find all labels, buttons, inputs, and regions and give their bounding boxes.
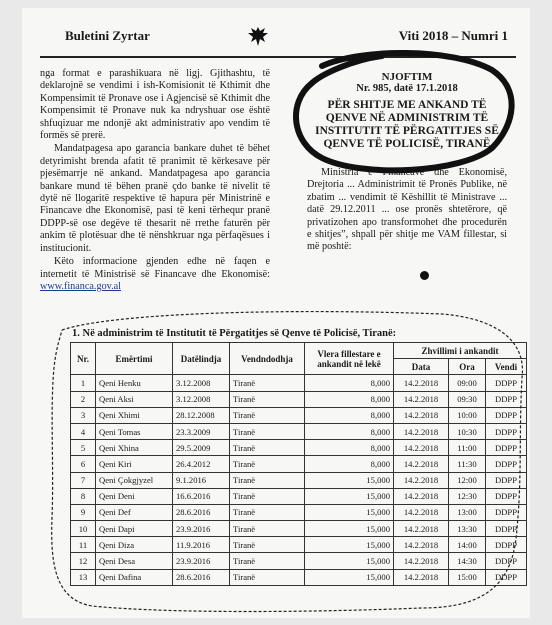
cell-date: 14.2.2018 (394, 553, 449, 569)
table-row (71, 537, 527, 553)
cell-name: Qeni Xhimi (96, 407, 173, 423)
cell-nr: 4 (71, 423, 96, 439)
cell-place: DDPP (486, 472, 527, 488)
cell-date: 14.2.2018 (394, 391, 449, 407)
cell-location: Tiranë (230, 488, 305, 504)
cell-name: Qeni Aksi (96, 391, 173, 407)
cell-location: Tiranë (230, 391, 305, 407)
cell-nr: 11 (71, 537, 96, 553)
cell-time: 10:30 (449, 423, 486, 439)
cell-place: DDPP (486, 488, 527, 504)
issue-label: Viti 2018 – Numri 1 (398, 28, 508, 43)
cell-date: 14.2.2018 (394, 521, 449, 537)
cell-date: 14.2.2018 (394, 375, 449, 391)
ministry-link[interactable]: www.financa.gov.al (40, 280, 121, 292)
cell-nr: 10 (71, 521, 96, 537)
paragraph: nga format e parashikuara në ligj. Gjithashtu, të deklarojnë se vendimi i ish-Komisionit të Kthimit dhe Kompensimit të Pronave ose i Agjencisë së Kthimit dhe Kompensimit të Pronave nuk ka ndryshuar ose është shfuqizuar me ndonjë akt administrativ apo vendim të formës së prerë. (40, 68, 270, 142)
cell-value: 8,000 (305, 456, 394, 472)
cell-nr: 6 (71, 456, 96, 472)
cell-nr: 5 (71, 440, 96, 456)
cell-name: Qeni Dapi (96, 521, 173, 537)
cell-place: DDPP (486, 521, 527, 537)
cell-location: Tiranë (230, 569, 305, 585)
cell-date: 14.2.2018 (394, 423, 449, 439)
cell-time: 15:00 (449, 569, 486, 585)
cell-place: DDPP (486, 375, 527, 391)
bulletin-title: Buletini Zyrtar (65, 28, 150, 43)
col-auction: Zhvillimi i ankandit (394, 343, 527, 359)
document-page (22, 8, 530, 618)
cell-dob: 11.9.2016 (173, 537, 230, 553)
cell-nr: 2 (71, 391, 96, 407)
notice-heading (307, 71, 507, 151)
cell-value: 15,000 (305, 537, 394, 553)
cell-place: DDPP (486, 537, 527, 553)
double-headed-eagle-icon (247, 24, 269, 48)
cell-name: Qeni Desa (96, 553, 173, 569)
cell-place: DDPP (486, 423, 527, 439)
cell-location: Tiranë (230, 423, 305, 439)
col-name: Emërtimi (96, 343, 173, 375)
cell-date: 14.2.2018 (394, 504, 449, 520)
cell-dob: 28.6.2016 (173, 504, 230, 520)
notice-number: Nr. 985, datë 17.1.2018 (356, 83, 458, 94)
cell-date: 14.2.2018 (394, 407, 449, 423)
cell-value: 15,000 (305, 504, 394, 520)
cell-location: Tiranë (230, 472, 305, 488)
col-location: Vendndodhja (230, 343, 305, 375)
table-row (71, 440, 527, 456)
notice-title: NJOFTIM (381, 71, 433, 83)
cell-location: Tiranë (230, 521, 305, 537)
cell-location: Tiranë (230, 504, 305, 520)
cell-location: Tiranë (230, 456, 305, 472)
cell-time: 12:30 (449, 488, 486, 504)
page-header (40, 24, 516, 54)
cell-value: 15,000 (305, 521, 394, 537)
cell-dob: 23.3.2009 (173, 423, 230, 439)
cell-name: Qeni Deni (96, 488, 173, 504)
table-row (71, 456, 527, 472)
auction-table (70, 342, 527, 586)
cell-value: 8,000 (305, 407, 394, 423)
cell-dob: 26.4.2012 (173, 456, 230, 472)
cell-nr: 13 (71, 569, 96, 585)
cell-dob: 28.12.2008 (173, 407, 230, 423)
cell-location: Tiranë (230, 553, 305, 569)
cell-dob: 23.9.2016 (173, 521, 230, 537)
cell-value: 8,000 (305, 423, 394, 439)
cell-value: 15,000 (305, 472, 394, 488)
cell-dob: 3.12.2008 (173, 375, 230, 391)
cell-name: Qeni Çokgjyzel (96, 472, 173, 488)
cell-name: Qeni Dafina (96, 569, 173, 585)
cell-dob: 9.1.2016 (173, 472, 230, 488)
ink-dot (420, 271, 429, 280)
cell-dob: 16.6.2016 (173, 488, 230, 504)
table-title: 1. Në administrim të Institutit të Përgatitjes së Qenve të Policisë, Tiranë: (72, 328, 397, 339)
cell-name: Qeni Xhina (96, 440, 173, 456)
cell-name: Qeni Kiri (96, 456, 173, 472)
cell-place: DDPP (486, 553, 527, 569)
cell-time: 14:00 (449, 537, 486, 553)
table-row (71, 407, 527, 423)
paragraph: Këto informacione gjenden edhe në faqen e internetit të Ministrisë së Financave dhe Ekonomisë: www.financa.gov.al (40, 256, 270, 292)
cell-nr: 7 (71, 472, 96, 488)
col-value: Vlera fillestare e ankandit në lekë (305, 343, 394, 375)
cell-location: Tiranë (230, 375, 305, 391)
cell-location: Tiranë (230, 407, 305, 423)
header-rule (40, 56, 516, 58)
cell-dob: 3.12.2008 (173, 391, 230, 407)
cell-nr: 9 (71, 504, 96, 520)
cell-dob: 28.6.2016 (173, 569, 230, 585)
cell-place: DDPP (486, 440, 527, 456)
cell-name: Qeni Def (96, 504, 173, 520)
cell-date: 14.2.2018 (394, 569, 449, 585)
table-row (71, 569, 527, 585)
cell-time: 11:00 (449, 440, 486, 456)
col-nr: Nr. (71, 343, 96, 375)
cell-place: DDPP (486, 569, 527, 585)
cell-time: 14:30 (449, 553, 486, 569)
cell-value: 15,000 (305, 488, 394, 504)
cell-name: Qeni Tomas (96, 423, 173, 439)
cell-name: Qeni Henku (96, 375, 173, 391)
notice-subject: PËR SHITJE ME ANKAND TË QENVE NË ADMINISTRIM TË INSTITUTIT TË PËRGATITJES SË QENVE TË POLICISË, TIRANË (315, 99, 499, 150)
notice-body (307, 167, 507, 254)
cell-date: 14.2.2018 (394, 456, 449, 472)
notice-paragraph: Ministria e Financave dhe Ekonomisë, Drejtoria ... Administrimit të Pronës Publike, në zbatim ... vendimit të Këshillit të Ministrave ... datë 29.12.2011 ... ose pronës shtetërore, që privatizohen apo transformohet dhe procedurën e shitjes”, shpall për shitje me VAM fillestar, si më poshtë: (307, 167, 507, 253)
left-column (40, 68, 270, 294)
cell-date: 14.2.2018 (394, 472, 449, 488)
cell-date: 14.2.2018 (394, 440, 449, 456)
table-row (71, 423, 527, 439)
cell-nr: 1 (71, 375, 96, 391)
cell-name: Qeni Diza (96, 537, 173, 553)
cell-location: Tiranë (230, 537, 305, 553)
col-place: Vendi (486, 359, 527, 375)
cell-time: 13:00 (449, 504, 486, 520)
cell-value: 15,000 (305, 553, 394, 569)
cell-place: DDPP (486, 504, 527, 520)
cell-value: 8,000 (305, 440, 394, 456)
cell-date: 14.2.2018 (394, 488, 449, 504)
cell-time: 10:00 (449, 407, 486, 423)
col-dob: Datëlindja (173, 343, 230, 375)
col-time: Ora (449, 359, 486, 375)
cell-dob: 29.5.2009 (173, 440, 230, 456)
cell-time: 12:00 (449, 472, 486, 488)
table-row (71, 391, 527, 407)
cell-time: 13:30 (449, 521, 486, 537)
cell-value: 8,000 (305, 375, 394, 391)
paragraph: Mandatpagesa apo garancia bankare duhet të bëhet detyrimisht brenda afatit të pranimit të kërkesave për pjesëmarrje në ankand. Mandatpagesa apo garancia bankare mund të bëhen pranë çdo banke të nivelit të dytë në llogaritë respektive të hapura për Ministrinë e Financave dhe Ekonomisë, pasi të keni tërhequr pranë DDPP-së ose degëve të thesarit në rrethe faturën për ankim të plotësuar dhe të nënshkruar nga përfaqësues i institucionit. (40, 143, 270, 254)
cell-date: 14.2.2018 (394, 537, 449, 553)
table-row (71, 375, 527, 391)
cell-location: Tiranë (230, 440, 305, 456)
cell-value: 15,000 (305, 569, 394, 585)
cell-nr: 12 (71, 553, 96, 569)
table-row (71, 504, 527, 520)
cell-time: 11:30 (449, 456, 486, 472)
cell-value: 8,000 (305, 391, 394, 407)
col-date: Data (394, 359, 449, 375)
table-row (71, 488, 527, 504)
table-row (71, 553, 527, 569)
cell-nr: 3 (71, 407, 96, 423)
cell-place: DDPP (486, 456, 527, 472)
table-row (71, 472, 527, 488)
table-row (71, 521, 527, 537)
cell-time: 09:00 (449, 375, 486, 391)
cell-nr: 8 (71, 488, 96, 504)
cell-dob: 23.9.2016 (173, 553, 230, 569)
cell-place: DDPP (486, 391, 527, 407)
cell-place: DDPP (486, 407, 527, 423)
table-header-row (71, 343, 527, 359)
cell-time: 09:30 (449, 391, 486, 407)
